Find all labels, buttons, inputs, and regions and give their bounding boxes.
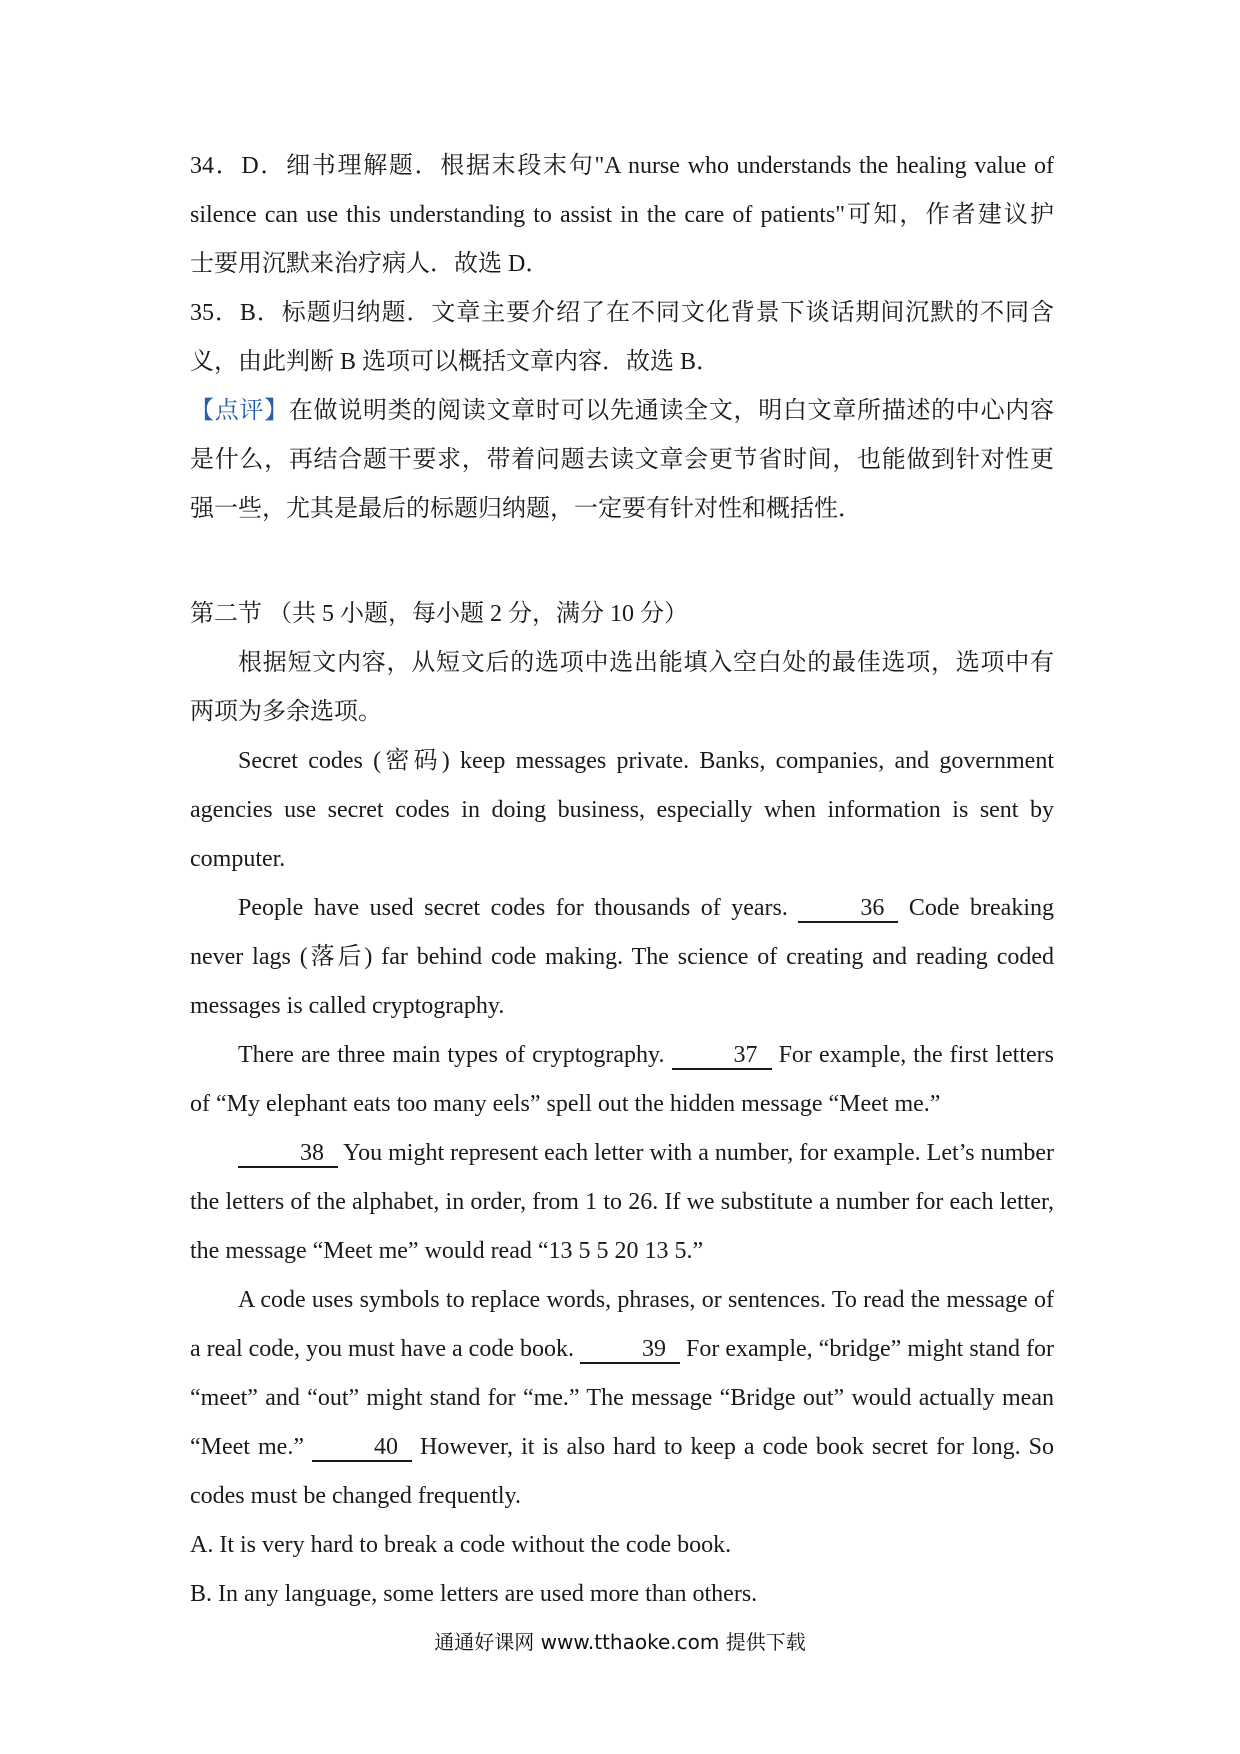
passage-p2-text-b: Code breaking never lags (落后) far behind code making. The science of creating and reading coded messages is called cryptography. (190, 895, 1054, 1019)
comment-tag: 【点评】 (190, 398, 289, 424)
comment-line-3: 强一些，尤其是最后的标题归纳题，一定要有针对性和概括性． (190, 496, 862, 522)
passage-paragraph-1: Secret codes (密码) keep messages private. Banks, companies, and government agencies use secret codes in doing business, especially when information is sent by computer. (190, 748, 1054, 872)
blank-40: 40 (312, 1434, 412, 1462)
q34-explanation-line-3: 士要用沉默来治疗病人．故选 D． (190, 251, 550, 277)
passage-p5-text-c: However, it is also hard to keep a code book secret for long. So codes must be changed frequently. (190, 1434, 1055, 1509)
option-a: A. It is very hard to break a code without the code book. (190, 1532, 732, 1558)
q34-explanation-line-1: 34．D．细书理解题．根据末段末句"A nurse who understands the healing value of (190, 153, 1054, 179)
section2-title: 第二节 （共 5 小题，每小题 2 分，满分 10 分） (190, 601, 688, 627)
comment-line-2: 是什么，再结合题干要求，带着问题去读文章会更节省时间，也能做到针对性更 (190, 447, 1054, 473)
passage-paragraph-4 (190, 1129, 1054, 1276)
passage-p3-text-b: For example, the first letters of “My elephant eats too many eels” spell out the hidden message “Meet me.” (190, 1042, 1054, 1117)
passage-p2-text-a: People have used secret codes for thousands of years. (238, 895, 799, 921)
section2-instruction-line-1: 根据短文内容，从短文后的选项中选出能填入空白处的最佳选项，选项中有 (238, 650, 1054, 676)
section2-instruction-line-2: 两项为多余选项。 (190, 699, 382, 725)
blank-37: 37 (672, 1042, 772, 1070)
section2-block (190, 590, 1054, 1619)
passage-p5-text-a: A code uses symbols to replace words, phrases, or sentences. To read the message of a real code, you must have a code book. (190, 1287, 1054, 1362)
option-b: B. In any language, some letters are used more than others. (190, 1581, 758, 1607)
comment-line-1 (190, 387, 1054, 436)
blank-39: 39 (580, 1336, 680, 1364)
explanations-block (190, 142, 1054, 534)
blank-38: 38 (238, 1140, 338, 1168)
passage-paragraph-5 (190, 1276, 1054, 1521)
q34-explanation-line-2: silence can use this understanding to assist in the care of patients"可知，作者建议护 (190, 202, 1054, 228)
footer-download-note: 通通好课网 www.tthaoke.com 提供下载 (434, 1630, 806, 1654)
passage-paragraph-3 (190, 1031, 1054, 1129)
passage-p5-text-b: For example, “bridge” might stand for “meet” and “out” might stand for “me.” The message “Bridge out” would actually mean “Meet me.” (190, 1336, 1054, 1460)
q35-explanation-line-1: 35．B．标题归纳题．文章主要介绍了在不同文化背景下谈话期间沉默的不同含 (190, 300, 1054, 326)
passage-paragraph-2 (190, 884, 1054, 1031)
comment-text-1: 在做说明类的阅读文章时可以先通读全文，明白文章所描述的中心内容 (288, 398, 1055, 424)
q35-explanation-line-2: 义，由此判断 B 选项可以概括文章内容．故选 B． (190, 349, 721, 375)
passage-p3-text-a: There are three main types of cryptography. (238, 1042, 672, 1068)
blank-36: 36 (798, 895, 898, 923)
passage-p4-text: You might represent each letter with a number, for example. Let’s number the letters of the alphabet, in order, from 1 to 26. If we substitute a number for each letter, the message “Meet me” would read “13 5 5 20 13 5.” (190, 1140, 1054, 1264)
